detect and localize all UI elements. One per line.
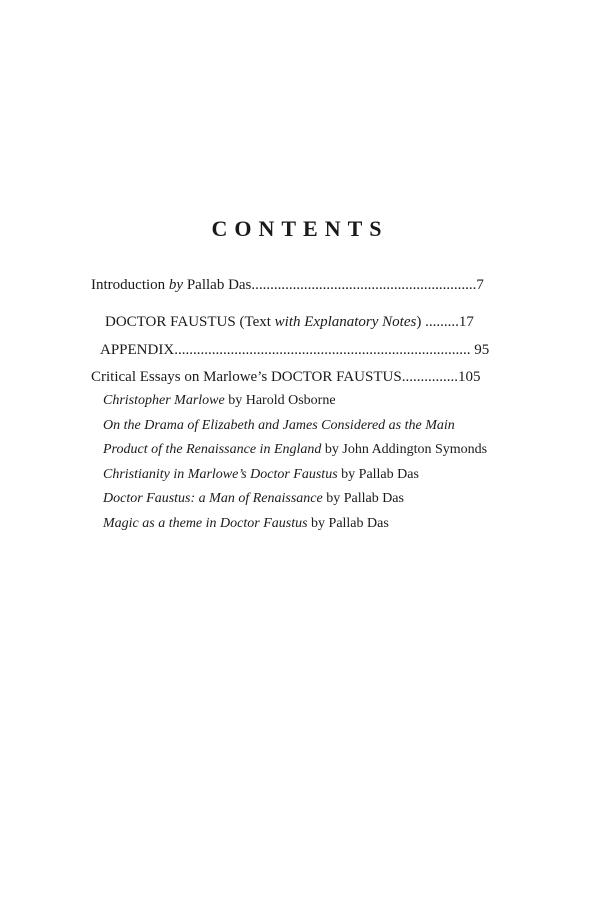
entry-text: APPENDIX [100,342,175,358]
entry-text: DOCTOR FAUSTUS (Text [105,314,275,330]
page-title: CONTENTS [211,216,389,241]
toc-entry-introduction [91,276,484,294]
entry-text: Introduction [91,277,169,293]
entry-text-suffix: ) [416,314,422,330]
essay-author: by Harold Osborne [224,393,336,408]
entry-page-number: 17 [458,314,474,330]
entry-text-suffix: Pallab Das [183,277,252,293]
toc-entry-appendix [100,341,489,359]
entry-dots: ............................................................................... [174,342,471,358]
entry-text: Critical Essays on Marlowe’s DOCTOR FAUSTUS [91,369,402,385]
essay-item [103,392,336,410]
entry-dots: ............... [401,369,458,385]
entry-page-number: 105 [457,369,481,385]
essay-title: Christianity in Marlowe’s Doctor Faustus [103,467,338,482]
essay-title: On the Drama of Elizabeth and James Considered as the Main [103,418,455,433]
essay-author: by John Addington Symonds [321,442,488,457]
entry-dots: ............................................................ [251,277,477,293]
toc-entry-critical-essays [91,368,480,386]
essay-item [103,466,419,484]
toc-entry-doctor-faustus [105,313,474,331]
essay-author: by Pallab Das [307,516,389,531]
entry-italic: with Explanatory Notes [274,314,417,330]
essay-item [103,490,404,508]
essay-item [103,441,487,459]
entry-italic: by [168,277,184,293]
essay-author: by Pallab Das [337,467,419,482]
essay-item [103,515,389,533]
entry-dots: ......... [421,314,459,330]
essay-title: Christopher Marlowe [103,393,225,408]
essay-title: Product of the Renaissance in England [103,442,322,457]
entry-page-number: 95 [470,342,490,358]
essay-item [103,417,455,435]
essay-author: by Pallab Das [322,491,404,506]
essay-title: Magic as a theme in Doctor Faustus [103,516,308,531]
entry-page-number: 7 [476,277,484,293]
essay-title: Doctor Faustus: a Man of Renaissance [103,491,323,506]
